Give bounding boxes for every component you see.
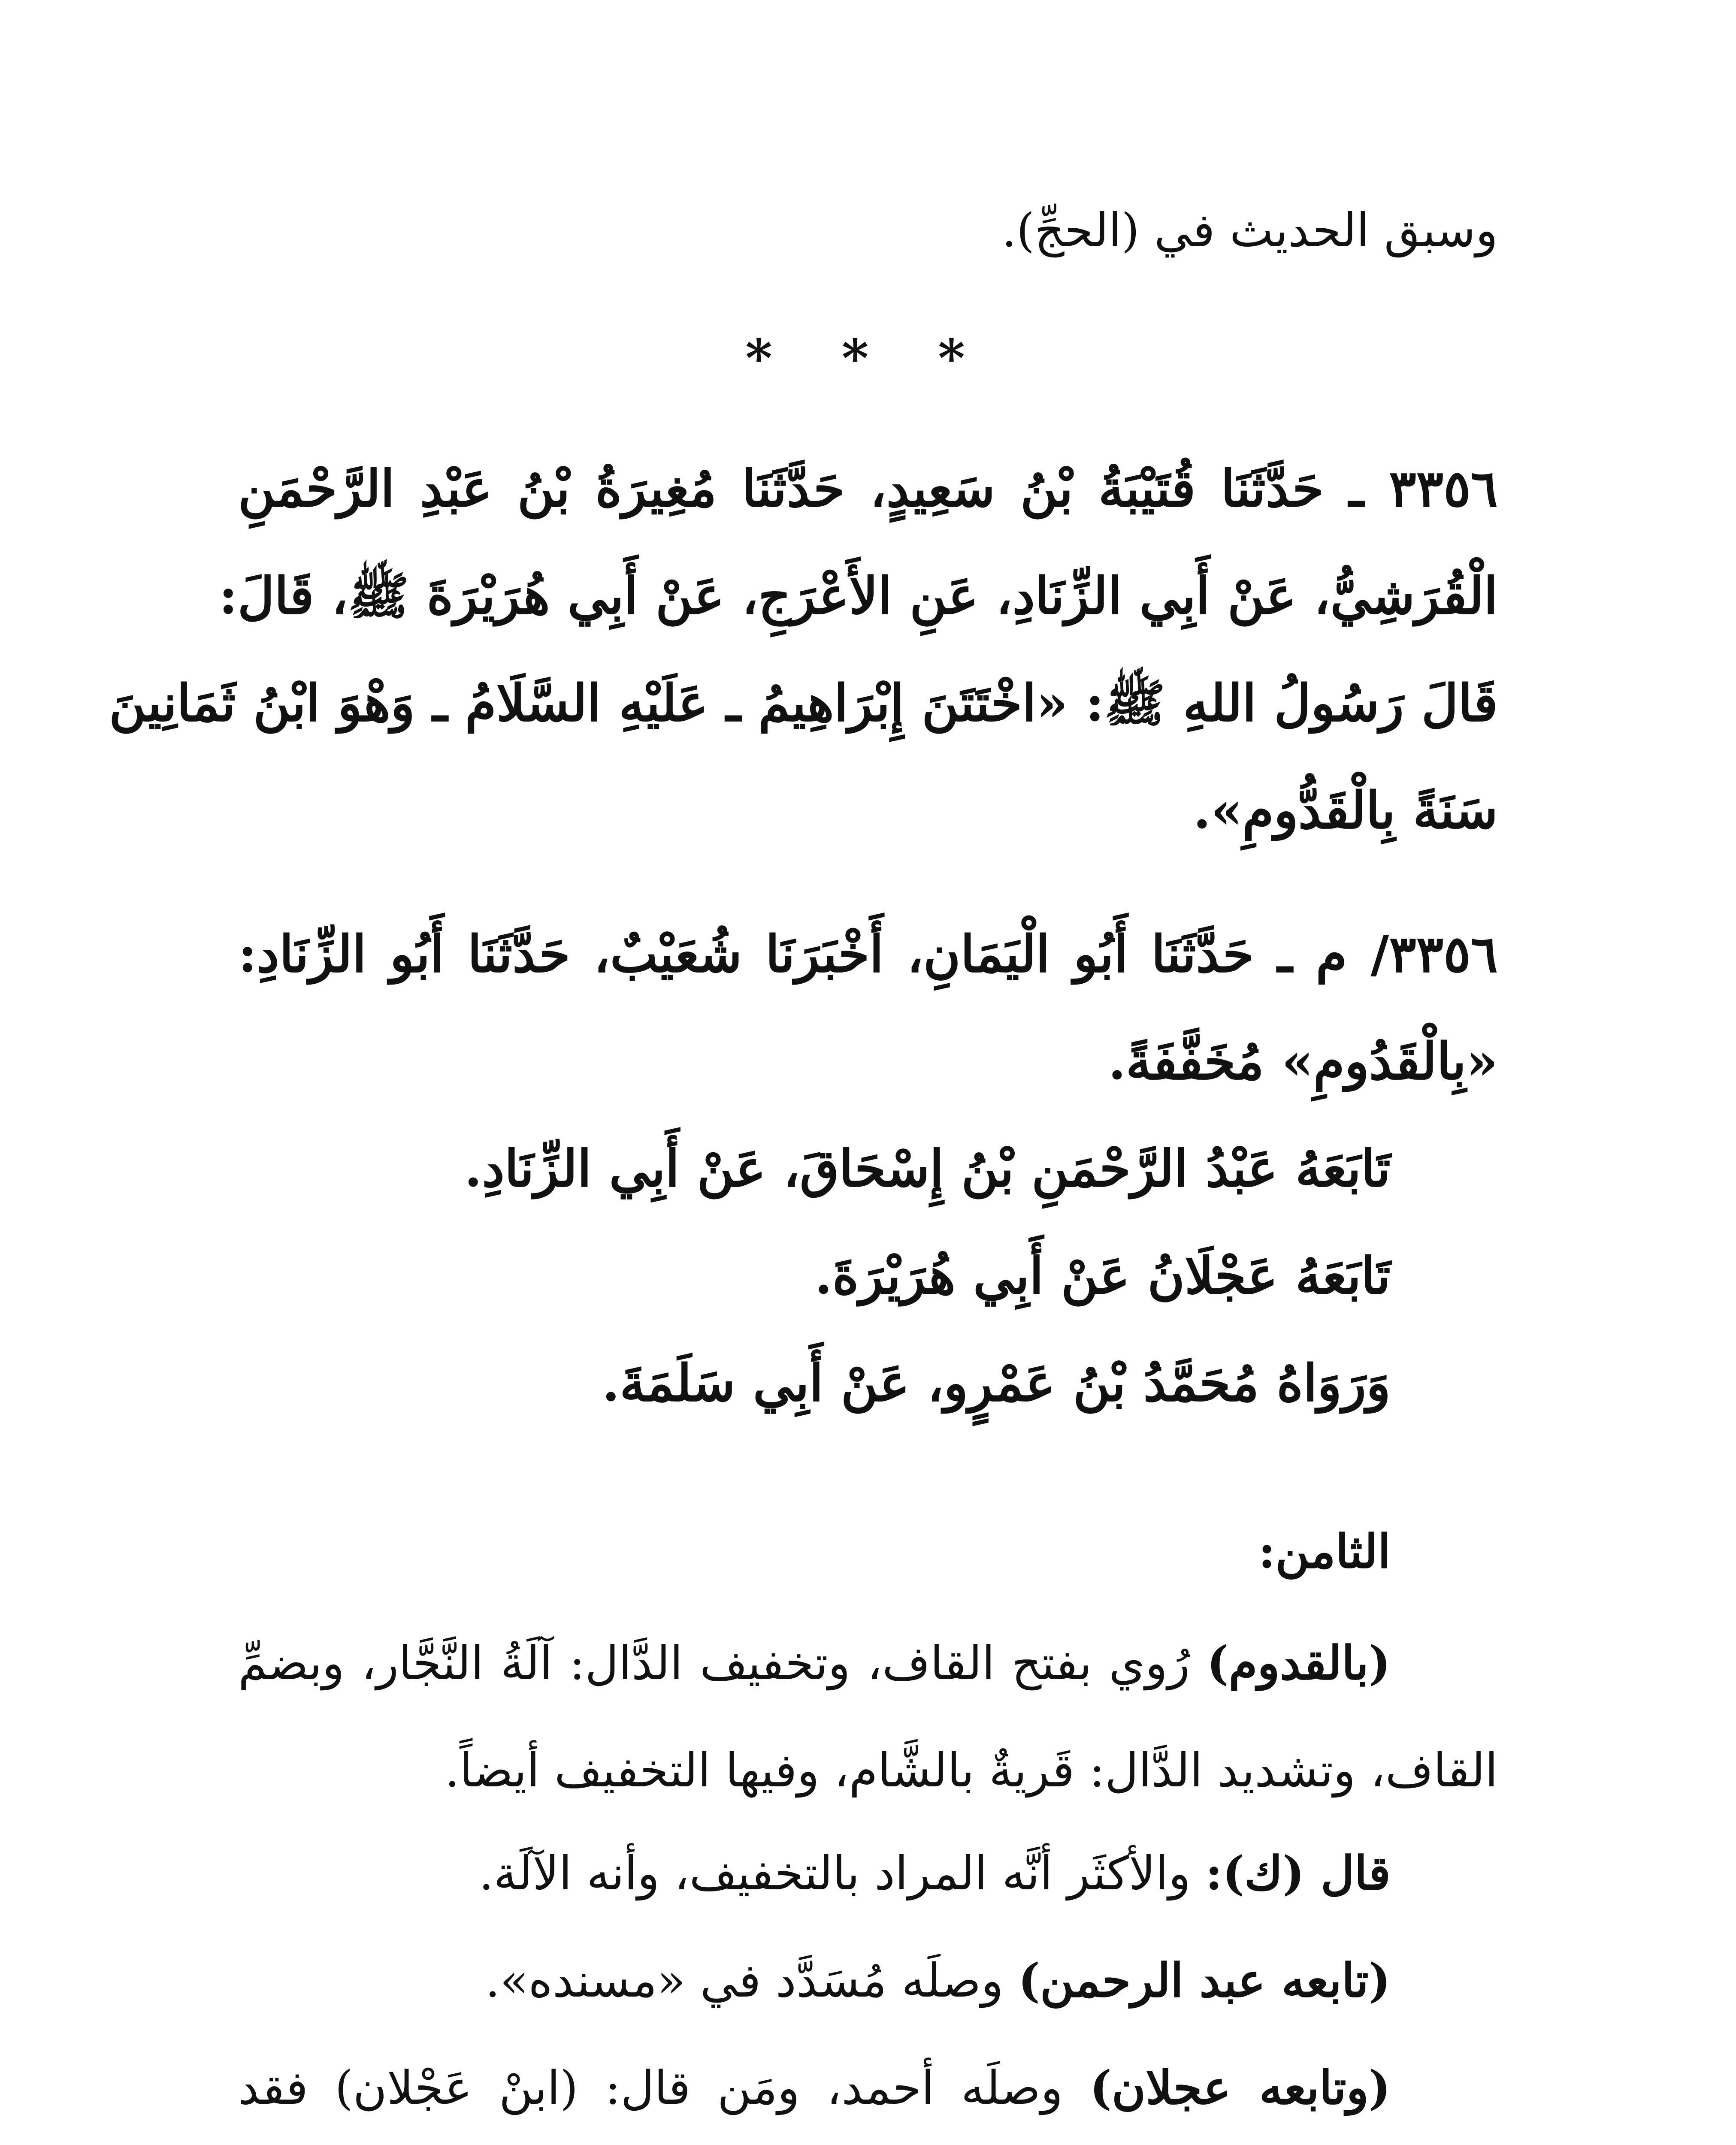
- commentary-line-5: [238, 2059, 1498, 2117]
- intro-line: وسبق الحديث في (الحجِّ).: [1001, 204, 1498, 257]
- section-separator: * * *: [745, 328, 991, 389]
- commentary-line-5-text: وصلَه أحمد، ومَن قال: (ابنْ عَجْلان) فقد: [238, 2061, 1090, 2115]
- commentary-qala-k: قال (ك):: [1205, 1846, 1391, 1900]
- mutaba-ajlan: تَابَعَهُ عَجْلَانُ عَنْ أَبِي هُرَيْرَةَ.: [814, 1246, 1391, 1305]
- hadith-3356-line-1: ٣٣٥٦ ـ حَدَّثَنَا قُتَيْبَةُ بْنُ سَعِيدٍ، حَدَّثَنَا مُغِيرَةُ بْنُ عَبْدِ الرَّحْمَنِ: [238, 459, 1498, 518]
- commentary-line-2: القاف، وتشديد الدَّال: قَريةٌ بالشَّام، وفيها التخفيف أيضاً.: [445, 1744, 1498, 1798]
- riwaya-muhammad-ibn-amr: وَرَوَاهُ مُحَمَّدُ بْنُ عَمْرٍو، عَنْ أَبِي سَلَمَةَ.: [602, 1353, 1391, 1413]
- commentary-line-4-text: وصلَه مُسَدَّد في «مسنده».: [485, 1954, 1018, 2008]
- hadith-3356m-line-1: ٣٣٥٦/ م ـ حَدَّثَنَا أَبُو الْيَمَانِ، أَخْبَرَنَا شُعَيْبٌ، حَدَّثَنَا أَبُو الزِّنَادِ:: [238, 924, 1498, 984]
- commentary-heading: الثامن:: [1258, 1525, 1391, 1579]
- commentary-term-tabaahu-abdurrahman: (تابعه عبد الرحمن): [1018, 1954, 1391, 2008]
- commentary-line-1: [238, 1634, 1498, 1692]
- mutaba-abdurrahman: تَابَعَهُ عَبْدُ الرَّحْمَنِ بْنُ إِسْحَاقَ، عَنْ أَبِي الزِّنَادِ.: [464, 1139, 1391, 1198]
- hadith-3356-line-2: الْقُرَشِيُّ، عَنْ أَبِي الزِّنَادِ، عَنِ الأَعْرَجِ، عَنْ أَبِي هُرَيْرَةَ ﷺ، قَالَ:: [219, 566, 1498, 625]
- hadith-3356-line-3: قَالَ رَسُولُ اللهِ ﷺ: «اخْتَتَنَ إِبْرَاهِيمُ ـ عَلَيْهِ السَّلَامُ ـ وَهْوَ ابْنُ ثَمَانِينَ: [109, 673, 1498, 733]
- commentary-line-4: [485, 1952, 1391, 2010]
- commentary-term-tabaahu-ajlan: (وتابعه عجلان): [1089, 2061, 1391, 2115]
- commentary-line-1-text: رُوي بفتح القاف، وتخفيف الدَّال: آلَةُ النَّجَّار، وبضمِّ: [238, 1637, 1207, 1690]
- commentary-line-3-text: والأكثَر أنَّه المراد بالتخفيف، وأنه الآلَة.: [479, 1847, 1206, 1900]
- hadith-3356m-line-2: «بِالْقَدُومِ» مُخَفَّفَةً.: [1108, 1031, 1498, 1091]
- commentary-term-bil-qadum: (بالقدوم): [1207, 1636, 1391, 1690]
- commentary-line-3: [479, 1845, 1391, 1903]
- hadith-3356-line-4: سَنَةً بِالْقَدُّومِ».: [1193, 780, 1498, 840]
